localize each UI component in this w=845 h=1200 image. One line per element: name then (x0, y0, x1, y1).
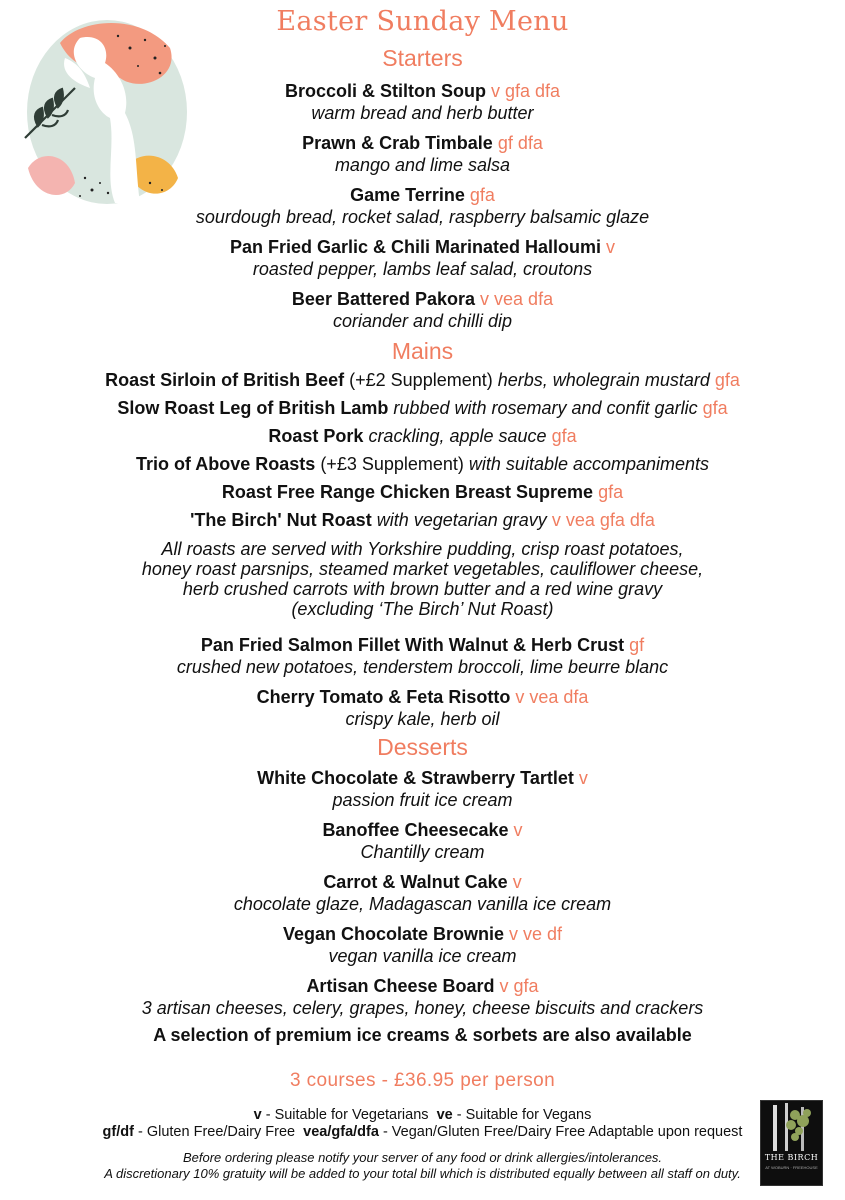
dish-description: rubbed with rosemary and confit garlic (393, 398, 698, 418)
dietary-tags: gfa (469, 185, 495, 205)
dish-name: Vegan Chocolate Brownie (282, 924, 504, 944)
dish-description: vegan vanilla ice cream (328, 946, 517, 966)
dish-description: sourdough bread, rocket salad, raspberry balsamic glaze (195, 207, 650, 227)
dessert-item (0, 975, 845, 1019)
legend-key-vea: vea/gfa/dfa (303, 1124, 379, 1140)
dish-name: Prawn & Crab Timbale (302, 133, 493, 153)
roast-item (0, 425, 845, 447)
roast-item (0, 453, 845, 475)
starter-item (0, 184, 845, 228)
dietary-tags: gfa (551, 426, 577, 446)
the-birch-logo (760, 1100, 823, 1186)
dish-description: warm bread and herb butter (311, 103, 534, 123)
dish-name: Pan Fried Garlic & Chili Marinated Halloumi (229, 237, 602, 257)
dietary-tags: v vea gfa dfa (551, 510, 655, 530)
dish-description: crushed new potatoes, tenderstem broccoli, lime beurre blanc (176, 657, 669, 677)
dessert-item (0, 923, 845, 967)
dish-name: Cherry Tomato & Feta Risotto (256, 687, 511, 707)
dish-description: crispy kale, herb oil (345, 709, 500, 729)
dish-name: Game Terrine (350, 185, 465, 205)
starter-item (0, 288, 845, 332)
logo-subtitle: AT WOBURN · FREEHOUSE (765, 1165, 818, 1170)
dish-description: coriander and chilli dip (332, 311, 513, 331)
dietary-tags: gf (629, 635, 645, 655)
section-heading-starters: Starters (382, 45, 463, 71)
dietary-tags: gfa (598, 482, 624, 502)
roast-note-line: herb crushed carrots with brown butter and a red wine gravy (182, 579, 663, 599)
dessert-item (0, 871, 845, 915)
dish-name: Pan Fried Salmon Fillet With Walnut & Herb Crust (200, 635, 625, 655)
dietary-tags: v gfa (499, 976, 539, 996)
roast-item (0, 369, 845, 391)
dish-description: passion fruit ice cream (332, 790, 513, 810)
legend-text-ve: - Suitable for Vegans (452, 1107, 592, 1123)
dietary-tags: v (513, 820, 523, 840)
dietary-legend-line (0, 1124, 845, 1141)
dish-description: with suitable accompaniments (468, 454, 710, 474)
dietary-tags: v vea dfa (480, 289, 554, 309)
dish-name: Roast Sirloin of British Beef (105, 370, 345, 390)
starter-item (0, 132, 845, 176)
legend-key-gf: gf/df (102, 1124, 134, 1140)
roast-item (0, 509, 845, 531)
legend-text-vea: - Vegan/Gluten Free/Dairy Free Adaptable upon request (378, 1124, 743, 1140)
dish-description: mango and lime salsa (334, 155, 511, 175)
legend-text-gf: - Gluten Free/Dairy Free (133, 1124, 304, 1140)
main-item (0, 686, 845, 730)
section-heading-desserts: Desserts (377, 734, 468, 760)
legend-key-v: v (253, 1107, 262, 1123)
section-heading-mains: Mains (391, 338, 454, 364)
menu-title: Easter Sunday Menu (276, 6, 569, 37)
roast-item (0, 481, 845, 503)
logo-name: THE BIRCH (764, 1153, 819, 1162)
dish-supplement: (+£2 Supplement) (349, 370, 493, 390)
roast-note-line: (excluding ‘The Birch’ Nut Roast) (291, 599, 554, 619)
dish-description: crackling, apple sauce (368, 426, 547, 446)
dish-supplement: (+£3 Supplement) (320, 454, 464, 474)
dietary-tags: v (578, 768, 588, 788)
dish-name: Slow Roast Leg of British Lamb (117, 398, 389, 418)
price-line: 3 courses - £36.95 per person (289, 1070, 556, 1091)
dish-name: White Chocolate & Strawberry Tartlet (257, 768, 574, 788)
dish-name: 'The Birch' Nut Roast (190, 510, 372, 530)
gratuity-notice: A discretionary 10% gratuity will be added to your total bill which is distributed equally between all staff on duty. (104, 1166, 741, 1181)
dish-name: Trio of Above Roasts (135, 454, 316, 474)
roast-note-line: honey roast parsnips, steamed market vegetables, cauliflower cheese, (141, 559, 704, 579)
dish-description: with vegetarian gravy (376, 510, 547, 530)
dish-description: 3 artisan cheeses, celery, grapes, honey, cheese biscuits and crackers (141, 998, 704, 1018)
dish-description: herbs, wholegrain mustard (497, 370, 710, 390)
starter-item (0, 80, 845, 124)
starter-item (0, 236, 845, 280)
allergy-notice: Before ordering please notify your server of any food or drink allergies/intolerances. (182, 1150, 663, 1165)
main-item (0, 634, 845, 678)
dietary-legend-line (0, 1107, 845, 1124)
dish-name: Carrot & Walnut Cake (323, 872, 508, 892)
roast-note-line: All roasts are served with Yorkshire pudding, crisp roast potatoes, (161, 539, 684, 559)
dish-name: Beer Battered Pakora (291, 289, 476, 309)
dessert-item (0, 767, 845, 811)
ice-cream-selection-note: A selection of premium ice creams & sorbets are also available (153, 1025, 692, 1045)
dietary-tags: gfa (702, 398, 728, 418)
dietary-tags: v (606, 237, 616, 257)
dish-name: Roast Pork (268, 426, 364, 446)
dish-name: Broccoli & Stilton Soup (284, 81, 486, 101)
roast-item (0, 397, 845, 419)
dietary-tags: v ve df (509, 924, 563, 944)
dietary-tags: v gfa dfa (490, 81, 561, 101)
dish-name: Roast Free Range Chicken Breast Supreme (221, 482, 594, 502)
dish-description: chocolate glaze, Madagascan vanilla ice cream (233, 894, 612, 914)
dish-name: Banoffee Cheesecake (322, 820, 509, 840)
legend-key-ve: ve (436, 1107, 453, 1123)
dish-description: Chantilly cream (360, 842, 485, 862)
dietary-tags: gfa (714, 370, 740, 390)
dietary-tags: gf dfa (497, 133, 543, 153)
dietary-tags: v (512, 872, 522, 892)
dish-description: roasted pepper, lambs leaf salad, croutons (252, 259, 593, 279)
dietary-tags: v vea dfa (515, 687, 589, 707)
dish-name: Artisan Cheese Board (306, 976, 495, 996)
dessert-item (0, 819, 845, 863)
legend-text-v: - Suitable for Vegetarians (261, 1107, 437, 1123)
birch-tree-icon (761, 1101, 822, 1151)
